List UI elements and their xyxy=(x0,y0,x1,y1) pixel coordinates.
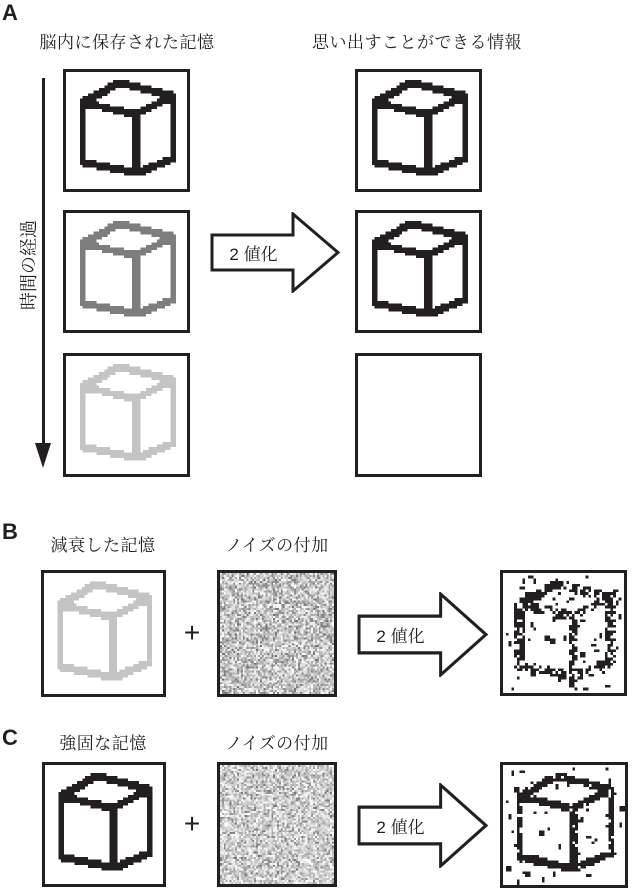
panel-b-noise-box xyxy=(217,570,337,697)
cube-icon xyxy=(66,213,187,330)
noisy-cube-icon xyxy=(503,573,624,693)
cube-icon xyxy=(44,573,163,694)
plus-sign: + xyxy=(183,808,201,839)
panel-c-noise-box xyxy=(217,762,337,887)
binarize-arrow-label: 2 値化 xyxy=(376,627,425,646)
panel-b-decayed-memory-box xyxy=(41,570,166,697)
panel-b-label: B xyxy=(2,519,18,544)
panel-a-stored-memory-box-3 xyxy=(63,353,190,477)
noise-texture xyxy=(220,765,334,884)
panel-a-stored-memory-box-2 xyxy=(63,210,190,333)
panel-a-label: A xyxy=(2,0,18,25)
cube-icon xyxy=(66,356,187,474)
panel-a-recalled-box-1 xyxy=(355,69,482,192)
noise-texture xyxy=(220,573,334,694)
binarize-arrow xyxy=(210,212,341,293)
cube-icon xyxy=(358,213,479,330)
binarize-arrow xyxy=(357,783,489,868)
panel-a-stored-memory-box-1 xyxy=(63,69,190,192)
panel-c-memory-header: 強固な記憶 xyxy=(59,734,147,753)
binarize-arrow-label: 2 値化 xyxy=(229,245,278,264)
time-axis-arrowhead-icon xyxy=(35,443,51,468)
time-axis-line xyxy=(42,78,45,444)
panel-c-noise-header: ノイズの付加 xyxy=(225,734,329,753)
panel-b-memory-header: 減衰した記憶 xyxy=(50,536,156,555)
panel-c-strong-memory-box xyxy=(42,762,166,887)
cube-icon xyxy=(66,72,187,189)
panel-a-recalled-box-2 xyxy=(355,210,482,333)
time-axis-label: 時間の経過 xyxy=(19,220,39,310)
binarize-arrow xyxy=(357,592,489,677)
binarize-arrow-label: 2 値化 xyxy=(376,818,425,837)
cube-icon xyxy=(358,72,479,189)
panel-a-right-column-header: 思い出すことができる情報 xyxy=(312,33,522,52)
panel-c-label: C xyxy=(2,725,18,750)
noisy-cube-icon xyxy=(503,765,625,885)
cube-icon xyxy=(45,765,163,884)
panel-b-result-box xyxy=(500,570,627,696)
plus-sign: + xyxy=(183,617,201,648)
panel-a-recalled-box-3-empty xyxy=(355,353,482,477)
panel-c-result-box xyxy=(500,762,628,888)
panel-a-left-column-header: 脳内に保存された記憶 xyxy=(39,33,215,52)
panel-b-noise-header: ノイズの付加 xyxy=(225,536,329,555)
